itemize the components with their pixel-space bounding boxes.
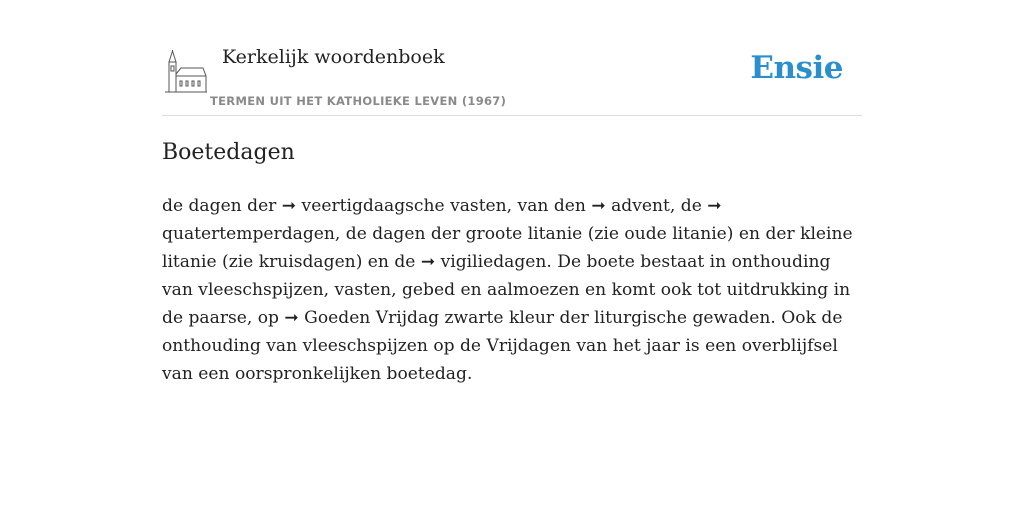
definition-text: vigiliedagen. De boete bestaat in onthouding van vleeschspijzen, vasten, gebed en aalmoezen en komt ook tot uitdrukking in de paarse, op xyxy=(162,252,851,328)
xref-arrow-advent[interactable]: ➞ xyxy=(591,196,606,216)
xref-arrow-goeden-vrijdag[interactable]: ➞ xyxy=(284,308,299,328)
ensie-logo[interactable]: Ensie xyxy=(750,50,843,86)
entry-title: Boetedagen xyxy=(162,140,295,165)
definition-text: quatertemperdagen, de dagen der groote litanie (zie oude litanie) en der kleine litanie (zie kruisdagen) en de xyxy=(162,224,853,272)
xref-arrow-veertigdaagsche-vasten[interactable]: ➞ xyxy=(281,196,297,216)
dictionary-subtitle: TERMEN UIT HET KATHOLIEKE LEVEN (1967) xyxy=(210,94,507,108)
xref-arrow-vigiliedagen[interactable]: ➞ xyxy=(420,252,436,272)
dictionary-header xyxy=(162,40,862,116)
entry-definition xyxy=(162,192,862,388)
definition-text: Goeden Vrijdag zwarte kleur der liturgische gewaden. Ook de onthouding van vleeschspijzen op de Vrijdagen van het jaar is een overblijfsel van een oorspronkelijken boetedag. xyxy=(162,308,843,384)
definition-text: de dagen der xyxy=(162,196,282,216)
dictionary-title-link[interactable]: Kerkelijk woordenboek xyxy=(222,46,445,68)
definition-text: veertigdaagsche vasten, van den xyxy=(296,196,592,216)
definition-text: advent, de xyxy=(605,196,708,216)
church-icon[interactable] xyxy=(165,50,207,94)
xref-arrow-quatertemperdagen[interactable]: ➞ xyxy=(707,196,722,216)
